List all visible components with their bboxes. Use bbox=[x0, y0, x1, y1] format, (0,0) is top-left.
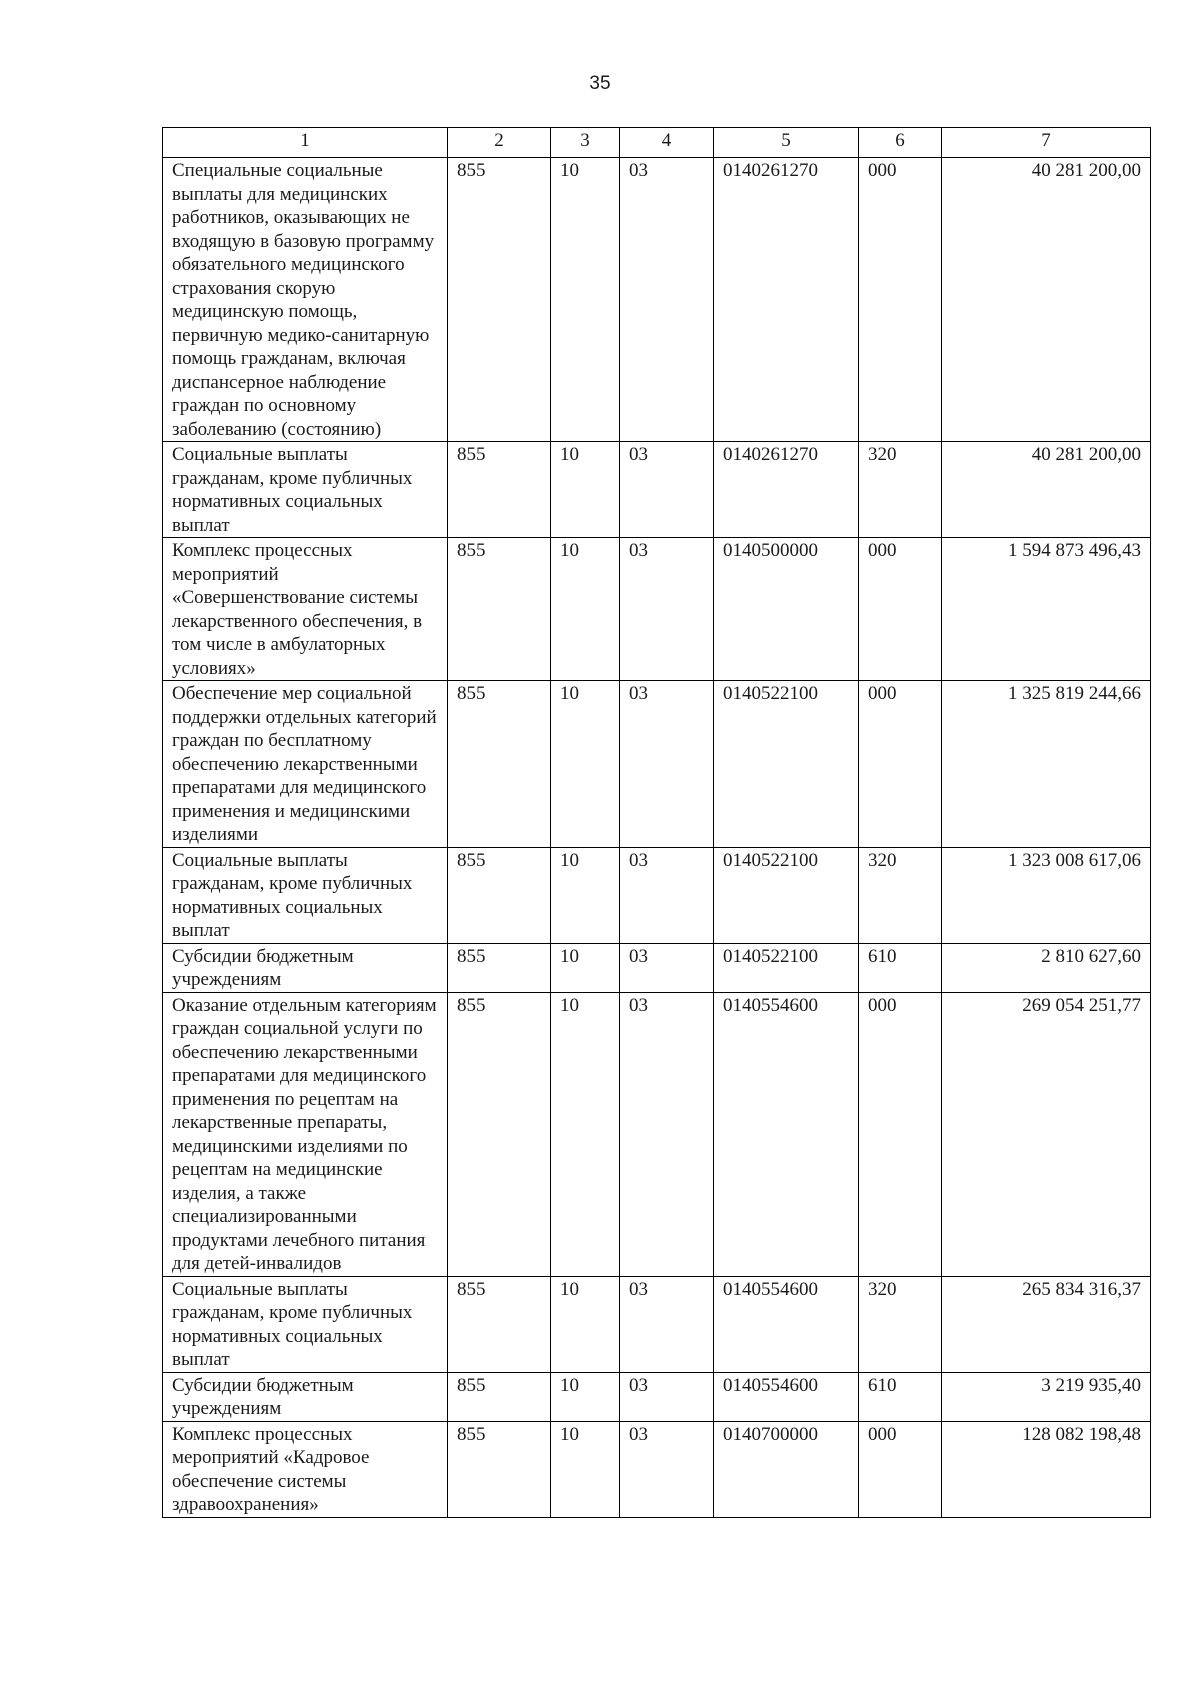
row-grbs-cell: 855 bbox=[448, 158, 551, 442]
table-row bbox=[163, 158, 1151, 442]
row-target-article-cell: 0140522100 bbox=[714, 681, 859, 848]
row-section-cell: 10 bbox=[551, 1421, 620, 1517]
row-grbs-cell: 855 bbox=[448, 1276, 551, 1372]
row-grbs-cell: 855 bbox=[448, 992, 551, 1276]
row-target-article-cell: 0140554600 bbox=[714, 992, 859, 1276]
row-amount-cell: 128 082 198,48 bbox=[942, 1421, 1151, 1517]
table-row bbox=[163, 847, 1151, 943]
table-row bbox=[163, 992, 1151, 1276]
row-expense-type-cell: 320 bbox=[859, 1276, 942, 1372]
row-amount-cell: 2 810 627,60 bbox=[942, 943, 1151, 992]
row-name-cell: Обеспечение мер социальной поддержки отдельных категорий граждан по бесплатному обеспечению лекарственными препаратами для медицинского применения и медицинскими изделиями bbox=[163, 681, 448, 848]
row-target-article-cell: 0140522100 bbox=[714, 943, 859, 992]
row-grbs-cell: 855 bbox=[448, 1372, 551, 1421]
row-grbs-cell: 855 bbox=[448, 943, 551, 992]
row-subsection-cell: 03 bbox=[620, 158, 714, 442]
row-name-cell: Субсидии бюджетным учреждениям bbox=[163, 943, 448, 992]
column-header-3: 3 bbox=[551, 128, 620, 158]
row-section-cell: 10 bbox=[551, 992, 620, 1276]
row-subsection-cell: 03 bbox=[620, 847, 714, 943]
row-expense-type-cell: 610 bbox=[859, 943, 942, 992]
row-amount-cell: 40 281 200,00 bbox=[942, 158, 1151, 442]
row-section-cell: 10 bbox=[551, 158, 620, 442]
row-grbs-cell: 855 bbox=[448, 442, 551, 538]
column-header-6: 6 bbox=[859, 128, 942, 158]
row-section-cell: 10 bbox=[551, 847, 620, 943]
page-number: 35 bbox=[589, 73, 611, 94]
row-section-cell: 10 bbox=[551, 442, 620, 538]
row-name-cell: Специальные социальные выплаты для медицинских работников, оказывающих не входящую в базовую программу обязательного медицинского страхования скорую медицинскую помощь, первичную медико-санитарную помощь гражданам, включая диспансерное наблюдение граждан по основному заболеванию (состоянию) bbox=[163, 158, 448, 442]
row-name-cell: Социальные выплаты гражданам, кроме публичных нормативных социальных выплат bbox=[163, 1276, 448, 1372]
row-name-cell: Оказание отдельным категориям граждан социальной услуги по обеспечению лекарственными препаратами для медицинского применения по рецептам на лекарственные препараты, медицинскими изделиями по рецептам на медицинские изделия, а также специализированными продуктами лечебного питания для детей-инвалидов bbox=[163, 992, 448, 1276]
row-name-cell: Социальные выплаты гражданам, кроме публичных нормативных социальных выплат bbox=[163, 847, 448, 943]
row-expense-type-cell: 610 bbox=[859, 1372, 942, 1421]
row-amount-cell: 1 323 008 617,06 bbox=[942, 847, 1151, 943]
row-name-cell: Комплекс процессных мероприятий «Совершенствование системы лекарственного обеспечения, в том числе в амбулаторных условиях» bbox=[163, 538, 448, 681]
column-header-4: 4 bbox=[620, 128, 714, 158]
row-amount-cell: 269 054 251,77 bbox=[942, 992, 1151, 1276]
row-subsection-cell: 03 bbox=[620, 1372, 714, 1421]
row-target-article-cell: 0140500000 bbox=[714, 538, 859, 681]
row-name-cell: Комплекс процессных мероприятий «Кадровое обеспечение системы здравоохранения» bbox=[163, 1421, 448, 1517]
row-subsection-cell: 03 bbox=[620, 681, 714, 848]
row-amount-cell: 265 834 316,37 bbox=[942, 1276, 1151, 1372]
row-expense-type-cell: 000 bbox=[859, 992, 942, 1276]
row-name-cell: Социальные выплаты гражданам, кроме публичных нормативных социальных выплат bbox=[163, 442, 448, 538]
row-grbs-cell: 855 bbox=[448, 1421, 551, 1517]
row-expense-type-cell: 320 bbox=[859, 442, 942, 538]
row-expense-type-cell: 000 bbox=[859, 158, 942, 442]
row-target-article-cell: 0140554600 bbox=[714, 1372, 859, 1421]
table-row bbox=[163, 681, 1151, 848]
row-amount-cell: 1 325 819 244,66 bbox=[942, 681, 1151, 848]
row-target-article-cell: 0140554600 bbox=[714, 1276, 859, 1372]
column-header-2: 2 bbox=[448, 128, 551, 158]
row-subsection-cell: 03 bbox=[620, 1421, 714, 1517]
row-target-article-cell: 0140261270 bbox=[714, 158, 859, 442]
row-expense-type-cell: 000 bbox=[859, 538, 942, 681]
row-section-cell: 10 bbox=[551, 943, 620, 992]
row-subsection-cell: 03 bbox=[620, 442, 714, 538]
table-row bbox=[163, 1372, 1151, 1421]
row-amount-cell: 40 281 200,00 bbox=[942, 442, 1151, 538]
row-amount-cell: 3 219 935,40 bbox=[942, 1372, 1151, 1421]
table-row bbox=[163, 943, 1151, 992]
column-header-7: 7 bbox=[942, 128, 1151, 158]
row-subsection-cell: 03 bbox=[620, 1276, 714, 1372]
row-subsection-cell: 03 bbox=[620, 538, 714, 681]
row-section-cell: 10 bbox=[551, 1276, 620, 1372]
header-row bbox=[163, 128, 1151, 158]
row-grbs-cell: 855 bbox=[448, 538, 551, 681]
table-row bbox=[163, 1276, 1151, 1372]
row-expense-type-cell: 320 bbox=[859, 847, 942, 943]
row-amount-cell: 1 594 873 496,43 bbox=[942, 538, 1151, 681]
row-section-cell: 10 bbox=[551, 538, 620, 681]
row-name-cell: Субсидии бюджетным учреждениям bbox=[163, 1372, 448, 1421]
table-row bbox=[163, 538, 1151, 681]
row-target-article-cell: 0140700000 bbox=[714, 1421, 859, 1517]
table-row bbox=[163, 442, 1151, 538]
row-target-article-cell: 0140522100 bbox=[714, 847, 859, 943]
row-grbs-cell: 855 bbox=[448, 681, 551, 848]
row-section-cell: 10 bbox=[551, 1372, 620, 1421]
row-subsection-cell: 03 bbox=[620, 943, 714, 992]
row-target-article-cell: 0140261270 bbox=[714, 442, 859, 538]
row-section-cell: 10 bbox=[551, 681, 620, 848]
table-body bbox=[163, 158, 1151, 1518]
budget-table bbox=[162, 127, 1151, 1518]
row-expense-type-cell: 000 bbox=[859, 1421, 942, 1517]
row-subsection-cell: 03 bbox=[620, 992, 714, 1276]
column-header-5: 5 bbox=[714, 128, 859, 158]
row-grbs-cell: 855 bbox=[448, 847, 551, 943]
table-row bbox=[163, 1421, 1151, 1517]
column-header-1: 1 bbox=[163, 128, 448, 158]
row-expense-type-cell: 000 bbox=[859, 681, 942, 848]
